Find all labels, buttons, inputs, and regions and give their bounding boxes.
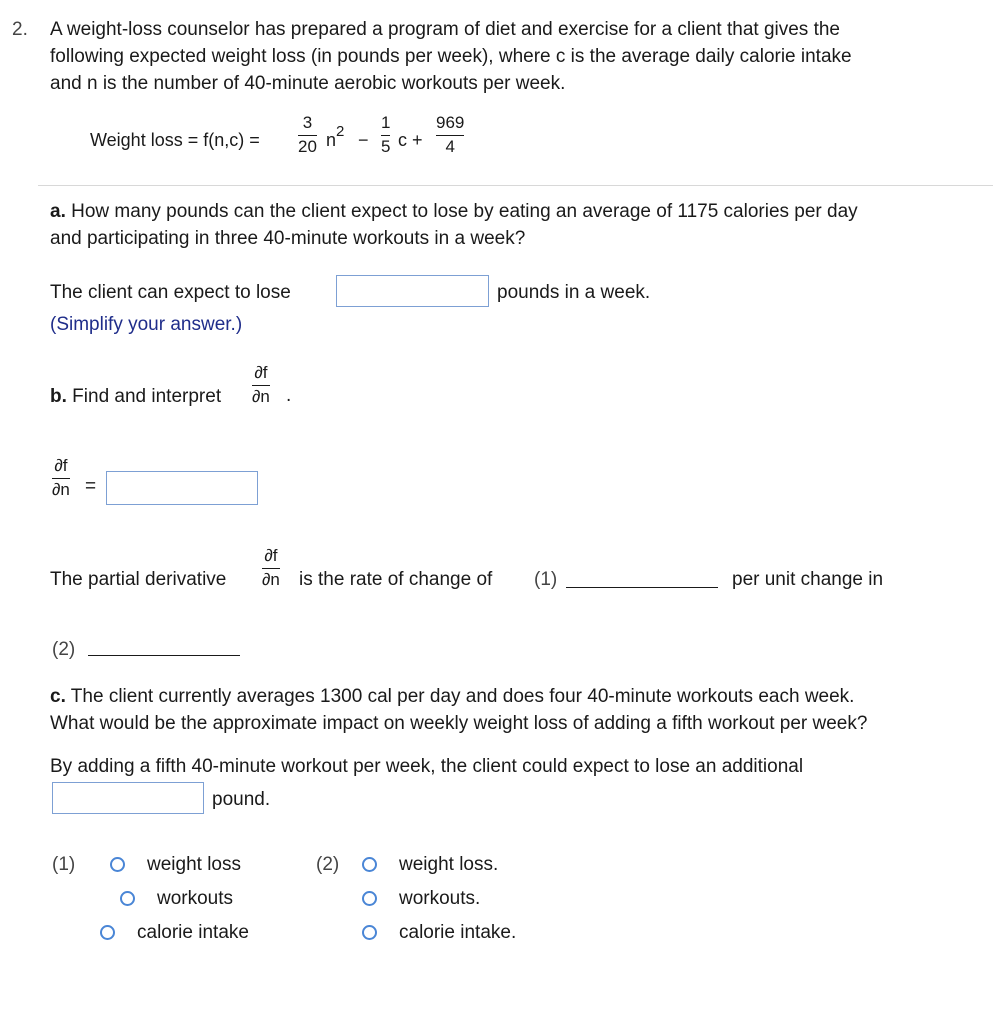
formula-term1-var: $n^2$ [326, 123, 345, 150]
choice-1-weight-loss-label[interactable]: weight loss [147, 854, 241, 875]
part-a-prefix: The client can expect to lose [50, 282, 291, 303]
choice-2-weight-loss-label[interactable]: weight loss. [399, 854, 499, 875]
part-a-hint: (Simplify your answer.) [50, 314, 243, 335]
part-c-question-line-1: c. The client currently averages 1300 cal per day and does four 40-minute workouts each week. [50, 686, 855, 707]
part-c-label: c. [50, 686, 66, 707]
formula-term2-var: c + [398, 130, 423, 150]
formula-term2-denominator: 5 [381, 137, 391, 156]
radio-2-workouts[interactable] [362, 891, 377, 906]
formula-minus: − [358, 130, 369, 150]
part-c-question-line-2: What would be the approximate impact on weekly weight loss of adding a fifth workout per week? [50, 713, 868, 734]
formula-term1-fraction [298, 113, 317, 157]
part-c-suffix: pound. [212, 789, 271, 810]
intro-line-3: and n is the number of 40-minute aerobic workouts per week. [50, 73, 566, 94]
interp-partial-numerator: ∂f [264, 546, 278, 565]
part-b-interp-mid: is the rate of change of [299, 569, 493, 590]
interp-partial-denominator: ∂n [262, 570, 280, 589]
part-b-answer-partial [52, 456, 70, 500]
choices-group-1-label: (1) [52, 854, 76, 875]
part-c-answer-input[interactable] [52, 782, 204, 814]
blank-2-label: (2) [52, 639, 76, 660]
part-c-prefix: By adding a fifth 40-minute workout per week, the client could expect to lose an additional [50, 756, 804, 777]
formula-term3-numerator: 969 [436, 113, 465, 132]
part-b-label: b. [50, 386, 67, 407]
choice-2-workouts-label[interactable]: workouts. [399, 888, 481, 909]
answer-partial-denominator: ∂n [52, 480, 70, 499]
formula-term2-fraction [381, 113, 390, 157]
part-b-partial-fraction [252, 363, 270, 407]
intro-line-1: A weight-loss counselor has prepared a program of diet and exercise for a client that gives the [50, 19, 840, 40]
blank-1-label: (1) [534, 569, 558, 590]
intro-line-2: following expected weight loss (in pounds per week), where c is the average daily calorie intake [50, 46, 852, 67]
part-a-label: a. [50, 201, 66, 222]
blank-1-line[interactable] [566, 587, 718, 588]
answer-partial-numerator: ∂f [54, 456, 68, 475]
formula-term3-fraction [436, 113, 464, 157]
choices-group-2-label: (2) [316, 854, 340, 875]
formula-term1-numerator: 3 [302, 113, 313, 132]
formula-term1-exponent: 2 [336, 123, 345, 140]
choice-1-workouts-label[interactable]: workouts [157, 888, 234, 909]
part-a-question-line-2: and participating in three 40-minute workouts in a week? [50, 228, 526, 249]
part-a-question-line-1: a. How many pounds can the client expect to lose by eating an average of 1175 calories per day [50, 201, 858, 222]
problem-number: 2. [12, 19, 28, 40]
radio-1-weight-loss[interactable] [110, 857, 125, 872]
part-b-interp-prefix: The partial derivative [50, 569, 227, 590]
formula-term1-denominator: 20 [298, 137, 317, 156]
choice-2-calorie-intake-label[interactable]: calorie intake. [399, 922, 517, 943]
part-b-question: b. Find and interpret [50, 386, 222, 407]
part-a-suffix: pounds in a week. [497, 282, 651, 303]
partial-numerator: ∂f [254, 363, 268, 382]
part-b-interp-suffix: per unit change in [732, 569, 884, 590]
formula-lhs: Weight loss = f(n,c) = [90, 130, 260, 150]
blank-2-line[interactable] [88, 655, 240, 656]
section-divider [38, 185, 993, 186]
part-b-answer-input[interactable] [106, 471, 258, 505]
formula-term2-numerator: 1 [381, 113, 391, 132]
radio-1-workouts[interactable] [120, 891, 135, 906]
part-a-answer-input[interactable] [336, 275, 489, 307]
part-b-question-end: . [286, 385, 292, 406]
part-b-interp-partial [262, 546, 280, 590]
formula-term3-denominator: 4 [445, 137, 455, 156]
radio-1-calorie-intake[interactable] [100, 925, 115, 940]
choice-1-calorie-intake-label[interactable]: calorie intake [137, 922, 249, 943]
radio-2-calorie-intake[interactable] [362, 925, 377, 940]
partial-denominator: ∂n [252, 387, 270, 406]
part-b-equals: = [85, 476, 97, 497]
radio-2-weight-loss[interactable] [362, 857, 377, 872]
